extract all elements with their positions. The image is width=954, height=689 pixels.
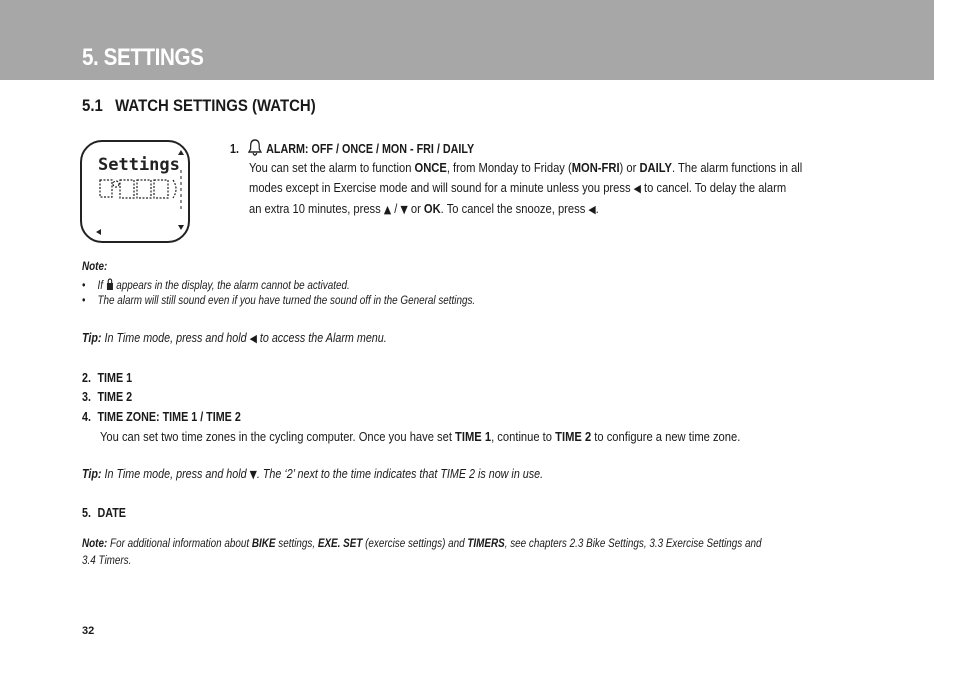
section-title xyxy=(82,96,316,116)
watch-segment-digits xyxy=(100,180,176,198)
left-triangle-icon: ◀ xyxy=(249,332,257,345)
lock-icon xyxy=(106,278,114,291)
text-run: , continue to xyxy=(491,429,556,444)
section-title-text: WATCH SETTINGS (WATCH) xyxy=(115,96,316,115)
left-triangle-icon: ◀ xyxy=(633,182,641,195)
tip-label: Tip: xyxy=(82,331,102,345)
item-label: DATE xyxy=(97,506,126,520)
list-item xyxy=(82,410,241,424)
time-2-term: TIME 2 xyxy=(555,429,592,444)
section-number: 5.1 xyxy=(82,96,103,115)
item-1-line-1 xyxy=(249,158,802,178)
watch-display-illustration xyxy=(80,140,190,243)
item-1-line-3 xyxy=(249,199,802,220)
text-run: appears in the display, the alarm cannot be activated. xyxy=(113,280,350,292)
item-1-body xyxy=(249,158,802,220)
text-run: You can set the alarm to function xyxy=(249,160,415,175)
text-run: . xyxy=(595,201,599,216)
text-run: or xyxy=(407,201,424,216)
item-1-heading xyxy=(230,138,474,156)
note-1-bullet-2 xyxy=(82,295,475,307)
text-run: . The alarm functions in all xyxy=(671,160,803,175)
text-run: You can set two time zones in the cycling computer. Once you have set xyxy=(100,429,456,444)
bike-term: BIKE xyxy=(251,538,276,550)
watch-screen-text: Settings xyxy=(98,155,180,175)
note-1-label: Note: xyxy=(82,261,108,273)
text-run: For additional information about xyxy=(107,538,252,550)
item-number: 5. xyxy=(82,506,91,520)
list-item xyxy=(82,371,132,385)
text-run: (exercise settings) and xyxy=(362,538,468,550)
list-item xyxy=(82,390,132,404)
item-1-line-2 xyxy=(249,178,802,199)
text-run: to cancel. To delay the alarm xyxy=(640,180,787,195)
tip-label: Tip: xyxy=(82,467,102,481)
text-run: , from Monday to Friday ( xyxy=(446,160,572,175)
watch-screen xyxy=(82,142,192,245)
daily-term: DAILY xyxy=(639,160,672,175)
text-run: to configure a new time zone. xyxy=(591,429,741,444)
page-number: 32 xyxy=(82,625,95,637)
up-triangle-icon xyxy=(178,150,184,155)
left-triangle-icon xyxy=(96,229,101,235)
down-triangle-icon xyxy=(178,225,184,230)
text-run: In Time mode, press and hold xyxy=(101,467,250,481)
note-1-bullet-1 xyxy=(82,278,350,292)
text-run: ) or xyxy=(619,160,640,175)
text-run: , see chapters 2.3 Bike Settings, 3.3 Exercise Settings and xyxy=(504,538,762,550)
item-number: 2. xyxy=(82,371,91,385)
item-number: 3. xyxy=(82,390,91,404)
tip-2 xyxy=(82,467,543,481)
up-triangle-icon: ▲ xyxy=(383,203,392,216)
item-number: 4. xyxy=(82,410,91,424)
timers-term: TIMERS xyxy=(467,538,505,550)
note-2-line-2: 3.4 Timers. xyxy=(82,555,132,567)
list-item-date xyxy=(82,506,126,520)
exe-set-term: EXE. SET xyxy=(317,538,363,550)
left-triangle-icon: ◀ xyxy=(588,203,596,216)
text-run: / xyxy=(391,201,401,216)
bell-icon xyxy=(247,138,262,156)
note-label: Note: xyxy=(82,538,108,550)
item-1-heading-text: ALARM: OFF / ONCE / MON - FRI / DAILY xyxy=(266,142,475,156)
text-run: modes except in Exercise mode and will sound for a minute unless you press xyxy=(249,180,634,195)
item-4-body xyxy=(100,429,740,444)
mon-fri-term: MON-FRI xyxy=(571,160,620,175)
down-triangle-icon: ▼ xyxy=(400,203,408,216)
item-label: TIME 2 xyxy=(97,390,133,404)
text-run: The alarm will still sound even if you have turned the sound off in the General settings. xyxy=(97,295,476,307)
text-run: settings, xyxy=(275,538,318,550)
note-2-line-1 xyxy=(82,538,761,550)
bullet-dot: • xyxy=(82,280,86,292)
text-run: . To cancel the snooze, press xyxy=(440,201,589,216)
item-label: TIME 1 xyxy=(97,371,133,385)
tip-1 xyxy=(82,331,387,345)
down-triangle-icon: ▼ xyxy=(249,468,257,481)
ok-term: OK xyxy=(423,201,441,216)
item-label: TIME ZONE: TIME 1 / TIME 2 xyxy=(97,410,241,424)
text-run: an extra 10 minutes, press xyxy=(249,201,384,216)
text-run: . The ‘2’ next to the time indicates that TIME 2 is now in use. xyxy=(256,467,544,481)
bullet-dot: • xyxy=(82,295,86,307)
item-1-number: 1. xyxy=(230,142,239,156)
chapter-title: 5. SETTINGS xyxy=(82,44,204,71)
chapter-banner xyxy=(0,0,934,80)
text-run: If xyxy=(97,280,106,292)
text-run: to access the Alarm menu. xyxy=(256,331,387,345)
once-term: ONCE xyxy=(414,160,447,175)
time-1-term: TIME 1 xyxy=(455,429,492,444)
text-run: In Time mode, press and hold xyxy=(101,331,250,345)
